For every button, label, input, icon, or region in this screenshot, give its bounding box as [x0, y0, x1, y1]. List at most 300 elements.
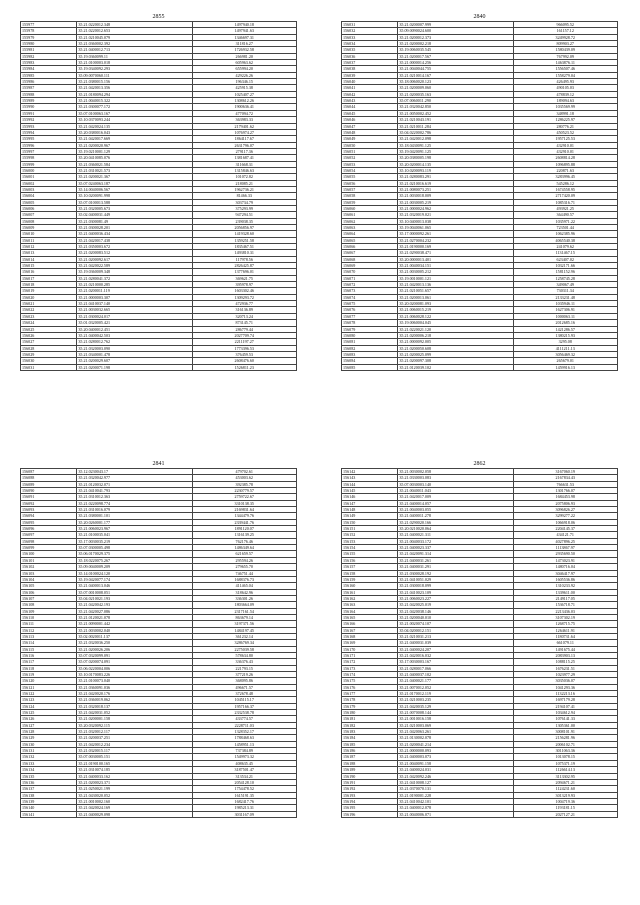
code-cell: 35.21.0210016.619 — [398, 180, 513, 186]
code-cell: 35.21.0360019.062 — [77, 697, 192, 703]
amount-cell: 1580439.09 — [513, 47, 618, 53]
row-id-cell: 156031 — [342, 22, 398, 28]
row-id-cell: 156155 — [342, 551, 398, 557]
amount-cell: 1034612.94 — [513, 710, 618, 716]
code-cell: 35.21.0220021.120 — [398, 326, 513, 332]
amount-cell: 2027127.21 — [513, 811, 618, 817]
amount-cell: 730311.34 — [513, 288, 618, 294]
row-id-cell: 156194 — [342, 798, 398, 804]
code-cell: 35.21.0200040.010 — [398, 614, 513, 620]
row-id-cell: 156131 — [21, 748, 77, 754]
amount-cell: 1985213.31 — [192, 805, 297, 811]
code-cell: 35.02.0400031.449 — [77, 212, 192, 218]
amount-cell: 221793.15 — [192, 665, 297, 671]
code-cell: 35.18.0060020.123 — [398, 79, 513, 85]
code-cell: 35.21.0400042.503 — [77, 332, 192, 338]
code-cell: 35.07.0010008.051 — [77, 589, 192, 595]
code-cell: 35.20.0380005.198 — [398, 155, 513, 161]
amount-cell: 1025407.27 — [192, 91, 297, 97]
amount-cell: 392385.78 — [192, 481, 297, 487]
code-cell: 35.21.0420020.176 — [77, 691, 192, 697]
amount-cell: 2213436.03 — [513, 608, 618, 614]
row-id-cell: 156021 — [21, 301, 77, 307]
amount-cell: 1035569.99 — [513, 104, 618, 110]
code-cell: 35.21.0410041.793 — [77, 488, 192, 494]
code-cell: 35.09.0070060.111 — [77, 72, 192, 78]
code-cell: 35.21.0420024.169 — [77, 805, 192, 811]
code-cell: 35.21.0420013.136 — [398, 282, 513, 288]
amount-cell: 1180731.64 — [513, 633, 618, 639]
amount-cell: 1045115.17 — [192, 697, 297, 703]
row-id-cell: 156098 — [21, 538, 77, 544]
amount-cell: 303734.79 — [192, 199, 297, 205]
amount-cell: 605963.62 — [192, 60, 297, 66]
row-id-cell: 155983 — [21, 60, 77, 66]
row-id-cell: 156078 — [342, 320, 398, 326]
code-cell: 35.21.0360091.036 — [77, 684, 192, 690]
amount-cell: 425915.38 — [192, 85, 297, 91]
amount-cell: 1754478.52 — [192, 786, 297, 792]
data-table — [341, 21, 618, 371]
code-cell: 35.21.0400037.102 — [398, 672, 513, 678]
code-cell: 35.21.0210003.235 — [398, 697, 513, 703]
code-cell: 35.21.0420031.052 — [77, 710, 192, 716]
code-cell: 35.21.0040003.055 — [398, 507, 513, 513]
code-cell: 35.21.0310016.079 — [77, 507, 192, 513]
amount-cell: 2075806.93 — [513, 500, 618, 506]
amount-cell: 1076974.27 — [192, 129, 297, 135]
row-id-cell: 156019 — [21, 288, 77, 294]
code-cell: 35.21.0070008.144 — [398, 710, 513, 716]
row-id-cell: 156129 — [21, 735, 77, 741]
amount-cell: 3056469.32 — [513, 351, 618, 357]
code-cell: 35.07.0200074.091 — [77, 659, 192, 665]
amount-cell: 1480716.04 — [513, 564, 618, 570]
row-id-cell: 156088 — [21, 475, 77, 481]
amount-cell: 578634.80 — [192, 652, 297, 658]
row-id-cell: 156051 — [342, 148, 398, 154]
amount-cell: 432910.01 — [513, 142, 618, 148]
amount-cell: 1957166.37 — [192, 703, 297, 709]
row-id-cell: 156023 — [21, 313, 77, 319]
amount-cell: 280776.21 — [513, 123, 618, 129]
amount-cell: 1421286.57 — [513, 326, 618, 332]
amount-cell: 3295.08 — [513, 339, 618, 345]
code-cell: 35.01.0320005.421 — [77, 320, 192, 326]
amount-cell: 2608476.60 — [192, 358, 297, 364]
row-id-cell: 156186 — [342, 748, 398, 754]
amount-cell: 1035971.22 — [513, 218, 618, 224]
code-cell: 35.21.0250021.199 — [77, 786, 192, 792]
row-id-cell: 155990 — [21, 104, 77, 110]
row-id-cell: 156067 — [342, 250, 398, 256]
amount-cell: 1603302.46 — [192, 288, 297, 294]
code-cell: 35.10.0370093.244 — [77, 117, 192, 123]
amount-cell: 1900636.41 — [192, 104, 297, 110]
amount-cell: 2275039.58 — [192, 646, 297, 652]
code-cell: 35.21.0420063.261 — [398, 729, 513, 735]
amount-cell: 1062385.96 — [513, 231, 618, 237]
code-cell: 35.21.0300028.201 — [77, 225, 192, 231]
row-id-cell: 156084 — [342, 358, 398, 364]
row-id-cell: 156070 — [342, 269, 398, 275]
amount-cell: 318642.96 — [192, 589, 297, 595]
code-cell: 35.21.0040006.071 — [398, 811, 513, 817]
amount-cell: 1286225.97 — [513, 117, 618, 123]
amount-cell: 3286769.34 — [192, 640, 297, 646]
row-id-cell: 156050 — [342, 142, 398, 148]
code-cell: 35.19.0040061.065 — [398, 225, 513, 231]
row-id-cell: 156140 — [21, 805, 77, 811]
amount-cell: 364490.57 — [513, 212, 618, 218]
code-cell: 35.07.0030005.151 — [77, 754, 192, 760]
row-id-cell: 156039 — [342, 72, 398, 78]
code-cell: 35.21.0380015.156 — [77, 79, 192, 85]
code-cell: 35.21.0320036.250 — [77, 640, 192, 646]
row-id-cell: 156075 — [342, 301, 398, 307]
row-id-cell: 156006 — [21, 205, 77, 211]
code-cell: 35.21.0270004.232 — [398, 237, 513, 243]
code-cell: 35.21.0280017.066 — [398, 665, 513, 671]
code-cell: 35.19.0010001.121 — [398, 275, 513, 281]
row-id-cell: 156144 — [342, 481, 398, 487]
amount-cell: 1773396.53 — [192, 345, 297, 351]
code-cell: 35.21.0310074.185 — [77, 767, 192, 773]
row-id-cell: 156112 — [21, 627, 77, 633]
code-cell: 35.21.0200001.158 — [77, 716, 192, 722]
amount-cell: 361232.14 — [192, 633, 297, 639]
amount-cell: 408635.45 — [192, 760, 297, 766]
row-id-cell: 156104 — [21, 576, 77, 582]
row-id-cell: 155999 — [21, 161, 77, 167]
amount-cell: 4065540.38 — [513, 237, 618, 243]
code-cell: 35.21.0300028.192 — [398, 570, 513, 576]
code-cell: 35.21.0010002.160 — [77, 798, 192, 804]
row-id-cell: 155987 — [21, 85, 77, 91]
code-cell: 35.21.0400023.337 — [398, 545, 513, 551]
amount-cell: 3035036.07 — [513, 678, 618, 684]
code-cell: 35.21.0300077.172 — [77, 104, 192, 110]
row-id-cell: 156016 — [21, 269, 77, 275]
amount-cell: 1674558.95 — [513, 186, 618, 192]
amount-cell: 1268715.75 — [513, 621, 618, 627]
code-cell: 35.02.0020011.137 — [77, 633, 192, 639]
code-cell: 35.21.0320042.850 — [398, 104, 513, 110]
amount-cell: 279655.70 — [192, 564, 297, 570]
amount-cell: 1891120.07 — [192, 526, 297, 532]
row-id-cell: 156121 — [21, 684, 77, 690]
code-cell: 35.21.0200007.999 — [398, 22, 513, 28]
code-cell: 35.21.0410037.140 — [77, 301, 192, 307]
amount-cell: 472936.77 — [192, 301, 297, 307]
amount-cell: 3046417.97 — [513, 570, 618, 576]
amount-cell: 1536718.71 — [513, 602, 618, 608]
amount-cell: 2027709.74 — [192, 332, 297, 338]
row-id-cell: 156124 — [21, 703, 77, 709]
row-id-cell: 156043 — [342, 98, 398, 104]
row-id-cell: 156158 — [342, 570, 398, 576]
row-id-cell: 156068 — [342, 256, 398, 262]
code-cell: 35.21.0000024.962 — [398, 205, 513, 211]
row-id-cell: 156174 — [342, 672, 398, 678]
row-id-cell: 155994 — [21, 129, 77, 135]
amount-cell: 2194107.41 — [513, 703, 618, 709]
row-id-cell: 156085 — [342, 364, 398, 370]
row-id-cell: 155988 — [21, 91, 77, 97]
row-id-cell: 155980 — [21, 41, 77, 47]
code-cell: 35.04.0220002.786 — [398, 129, 513, 135]
row-id-cell: 156073 — [342, 288, 398, 294]
code-cell: 35.21.0420017.438 — [77, 237, 192, 243]
amount-cell: 3011063.36 — [513, 748, 618, 754]
code-cell: 35.21.0400014.057 — [398, 500, 513, 506]
amount-cell: 3283996.45 — [513, 174, 618, 180]
row-id-cell: 156107 — [21, 595, 77, 601]
data-table — [20, 468, 297, 818]
row-id-cell: 156164 — [342, 608, 398, 614]
code-cell: 35.21.0070012.052 — [398, 684, 513, 690]
amount-cell: 3299277.22 — [513, 513, 618, 519]
code-cell: 35.21.0410042.101 — [398, 798, 513, 804]
row-id-cell: 156150 — [342, 519, 398, 525]
amount-cell: 2056856.97 — [192, 225, 297, 231]
code-cell: 35.07.0060011.290 — [398, 98, 513, 104]
amount-cell: 1581152.96 — [513, 269, 618, 275]
code-cell: 35.19.0420091.125 — [398, 148, 513, 154]
code-cell: 35.20.0000013.401 — [398, 256, 513, 262]
code-cell: 35.21.0340001.478 — [77, 351, 192, 357]
amount-cell: 313534.21 — [192, 773, 297, 779]
code-cell: 35.21.0300018.099 — [398, 583, 513, 589]
amount-cell: 1627306.91 — [513, 307, 618, 313]
amount-cell: 746751.44 — [192, 570, 297, 576]
amount-cell: 336301.26 — [192, 595, 297, 601]
amount-cell: 2631796.07 — [192, 142, 297, 148]
row-id-cell: 155996 — [21, 142, 77, 148]
code-cell: 35.21.0420024.135 — [77, 123, 192, 129]
row-id-cell: 156004 — [21, 193, 77, 199]
row-id-cell: 155993 — [21, 123, 77, 129]
code-cell: 35.21.0000003.307 — [77, 294, 192, 300]
amount-cell: 1493810.31 — [192, 250, 297, 256]
panel-title: 2840 — [473, 14, 486, 20]
row-id-cell: 156184 — [342, 735, 398, 741]
amount-cell: 2317161.54 — [192, 608, 297, 614]
code-cell: 35.21.0200035.163 — [398, 91, 513, 97]
code-cell: 35.20.0200014.135 — [398, 161, 513, 167]
row-id-cell: 156003 — [21, 186, 77, 192]
row-id-cell: 156079 — [342, 326, 398, 332]
row-id-cell: 156097 — [21, 532, 77, 538]
code-cell: 35.21.0400011.278 — [398, 513, 513, 519]
row-id-cell: 156028 — [21, 345, 77, 351]
amount-cell: 3107302.19 — [513, 614, 618, 620]
amount-cell: 1962736.21 — [192, 186, 297, 192]
code-cell: 35.19.0060035.545 — [398, 47, 513, 53]
code-cell: 35.18.0220075.267 — [77, 557, 192, 563]
row-id-cell: 156128 — [21, 729, 77, 735]
amount-cell: 1803664.09 — [192, 602, 297, 608]
row-id-cell: 156135 — [21, 773, 77, 779]
amount-cell: 1491675.44 — [513, 646, 618, 652]
code-cell: 35.21.0210000.285 — [77, 282, 192, 288]
row-id-cell: 156189 — [342, 767, 398, 773]
code-cell: 35.20.0260001.177 — [77, 519, 192, 525]
code-cell: 35.21.0400021.177 — [398, 678, 513, 684]
code-cell: 35.21.0060015.219 — [398, 307, 513, 313]
code-cell: 35.21.0060028.122 — [398, 313, 513, 319]
code-cell: 35.21.0200017.567 — [398, 53, 513, 59]
code-cell: 35.21.0210003.069 — [398, 722, 513, 728]
amount-cell: 1310233.92 — [513, 583, 618, 589]
code-cell: 35.21.0200013.061 — [398, 294, 513, 300]
amount-cell: 1615191.35 — [192, 792, 297, 798]
code-cell: 35.21.0200026.206 — [77, 646, 192, 652]
code-cell: 35.21.0400031.261 — [398, 557, 513, 563]
row-id-cell: 156034 — [342, 41, 398, 47]
amount-cell: 1096895.88 — [513, 161, 618, 167]
amount-cell: 477094.72 — [192, 110, 297, 116]
row-id-cell: 156156 — [342, 557, 398, 563]
code-cell: 35.21.0220012.348 — [77, 22, 192, 28]
row-id-cell: 156163 — [342, 602, 398, 608]
table-panel-bottom-right — [341, 461, 618, 818]
code-cell: 35.19.0420077.174 — [77, 576, 192, 582]
code-cell: 35.04.0210021.193 — [77, 595, 192, 601]
row-id-cell: 156026 — [21, 332, 77, 338]
row-id-cell: 156143 — [342, 475, 398, 481]
code-cell: 35.21.0350003.672 — [77, 244, 192, 250]
amount-cell: 479702.61 — [192, 469, 297, 475]
code-cell: 35.21.0060023.967 — [77, 526, 192, 532]
code-cell: 35.21.0410051.029 — [398, 576, 513, 582]
row-id-cell: 155984 — [21, 66, 77, 72]
amount-cell: 4111211.13 — [513, 345, 618, 351]
row-id-cell: 156190 — [342, 773, 398, 779]
code-cell: 35.21.0050002.452 — [398, 110, 513, 116]
amount-cell: 1041293.36 — [513, 684, 618, 690]
amount-cell: 1124231.60 — [513, 786, 618, 792]
amount-cell: 2826425.87 — [192, 263, 297, 269]
row-id-cell: 156060 — [342, 205, 398, 211]
amount-cell: 239038.35 — [192, 218, 297, 224]
row-id-cell: 155995 — [21, 136, 77, 142]
amount-cell: 375293.99 — [192, 205, 297, 211]
row-id-cell: 156020 — [21, 294, 77, 300]
row-id-cell: 156114 — [21, 640, 77, 646]
row-id-cell: 156096 — [21, 526, 77, 532]
code-cell: 35.07.0030003.140 — [398, 481, 513, 487]
amount-cell: 1549973.32 — [192, 754, 297, 760]
amount-cell: 1419328.60 — [192, 231, 297, 237]
amount-cell: 368095.86 — [192, 678, 297, 684]
amount-cell: 2228711.03 — [192, 722, 297, 728]
table-panel-top-right — [341, 14, 618, 371]
row-id-cell: 155977 — [21, 22, 77, 28]
amount-cell: 2717420.09 — [513, 193, 618, 199]
amount-cell: 1484197.45 — [192, 627, 297, 633]
amount-cell: 1126614.13 — [513, 767, 618, 773]
amount-cell: 966095.52 — [513, 22, 618, 28]
code-cell: 35.21.0320005.673 — [77, 205, 192, 211]
row-id-cell: 155997 — [21, 148, 77, 154]
amount-cell: 545286.12 — [513, 180, 618, 186]
table-panel-bottom-left — [20, 461, 297, 818]
code-cell: 35.21.0400024.031 — [398, 767, 513, 773]
amount-cell: 947294.51 — [192, 212, 297, 218]
row-id-cell: 156177 — [342, 691, 398, 697]
amount-cell: 372678.48 — [192, 691, 297, 697]
amount-cell: 2332538.78 — [192, 710, 297, 716]
amount-cell: 1004719.36 — [513, 798, 618, 804]
code-cell: 35.10.0200091.998 — [77, 193, 192, 199]
row-id-cell: 156080 — [342, 332, 398, 338]
row-id-cell: 156099 — [21, 545, 77, 551]
row-id-cell: 156125 — [21, 710, 77, 716]
amount-cell: 3197371.56 — [192, 621, 297, 627]
amount-cell: 1085316.71 — [513, 199, 618, 205]
amount-cell: 1316139.25 — [192, 532, 297, 538]
amount-cell: 2204145.37 — [513, 526, 618, 532]
row-id-cell: 156116 — [21, 652, 77, 658]
code-cell: 35.21.0290038.471 — [398, 250, 513, 256]
amount-cell: 161157.12 — [513, 28, 618, 34]
code-cell: 35.21.0000092.005 — [398, 339, 513, 345]
amount-cell: 1305361.00 — [513, 722, 618, 728]
code-cell: 35.21.0310012.363 — [77, 494, 192, 500]
row-id-cell: 156183 — [342, 729, 398, 735]
amount-cell: 1258745.28 — [513, 275, 618, 281]
row-id-cell: 156055 — [342, 174, 398, 180]
amount-cell: 241079.62 — [513, 244, 618, 250]
row-id-cell: 156093 — [21, 507, 77, 513]
row-id-cell: 156012 — [21, 244, 77, 250]
code-cell: 35.07.0320099.091 — [77, 652, 192, 658]
row-id-cell: 156173 — [342, 665, 398, 671]
code-cell: 35.21.0040044.755 — [398, 66, 513, 72]
amount-cell: 1957125.53 — [513, 136, 618, 142]
row-id-cell: 156120 — [21, 678, 77, 684]
row-id-cell: 156133 — [21, 760, 77, 766]
amount-cell: 1864117.67 — [192, 136, 297, 142]
amount-cell: 1035946.11 — [513, 301, 618, 307]
row-id-cell: 156066 — [342, 244, 398, 250]
amount-cell: 655994.20 — [192, 66, 297, 72]
code-cell: 35.21.0320019.021 — [398, 212, 513, 218]
row-id-cell: 155979 — [21, 34, 77, 40]
amount-cell: 1835467.51 — [192, 244, 297, 250]
row-id-cell: 156132 — [21, 754, 77, 760]
row-id-cell: 156191 — [342, 779, 398, 785]
amount-cell: 376459.53 — [192, 351, 297, 357]
code-cell: 35.21.0410008.127 — [398, 779, 513, 785]
code-cell: 35.17.0030035.219 — [77, 538, 192, 544]
code-cell: 35.21.0100073.040 — [77, 678, 192, 684]
row-id-cell: 156154 — [342, 545, 398, 551]
code-cell: 35.21.0320012.117 — [77, 729, 192, 735]
row-id-cell: 156195 — [342, 805, 398, 811]
row-id-cell: 156166 — [342, 621, 398, 627]
row-id-cell: 155989 — [21, 98, 77, 104]
row-id-cell: 156053 — [342, 161, 398, 167]
panel-title: 2855 — [152, 14, 165, 20]
row-id-cell: 156005 — [21, 199, 77, 205]
code-cell: 35.21.0040011.043 — [398, 488, 513, 494]
amount-cell: 1526811.23 — [192, 364, 297, 370]
code-cell: 35.21.0330003.083 — [398, 475, 513, 481]
amount-cell: 767992.09 — [513, 53, 618, 59]
amount-cell: 1309293.72 — [192, 294, 297, 300]
